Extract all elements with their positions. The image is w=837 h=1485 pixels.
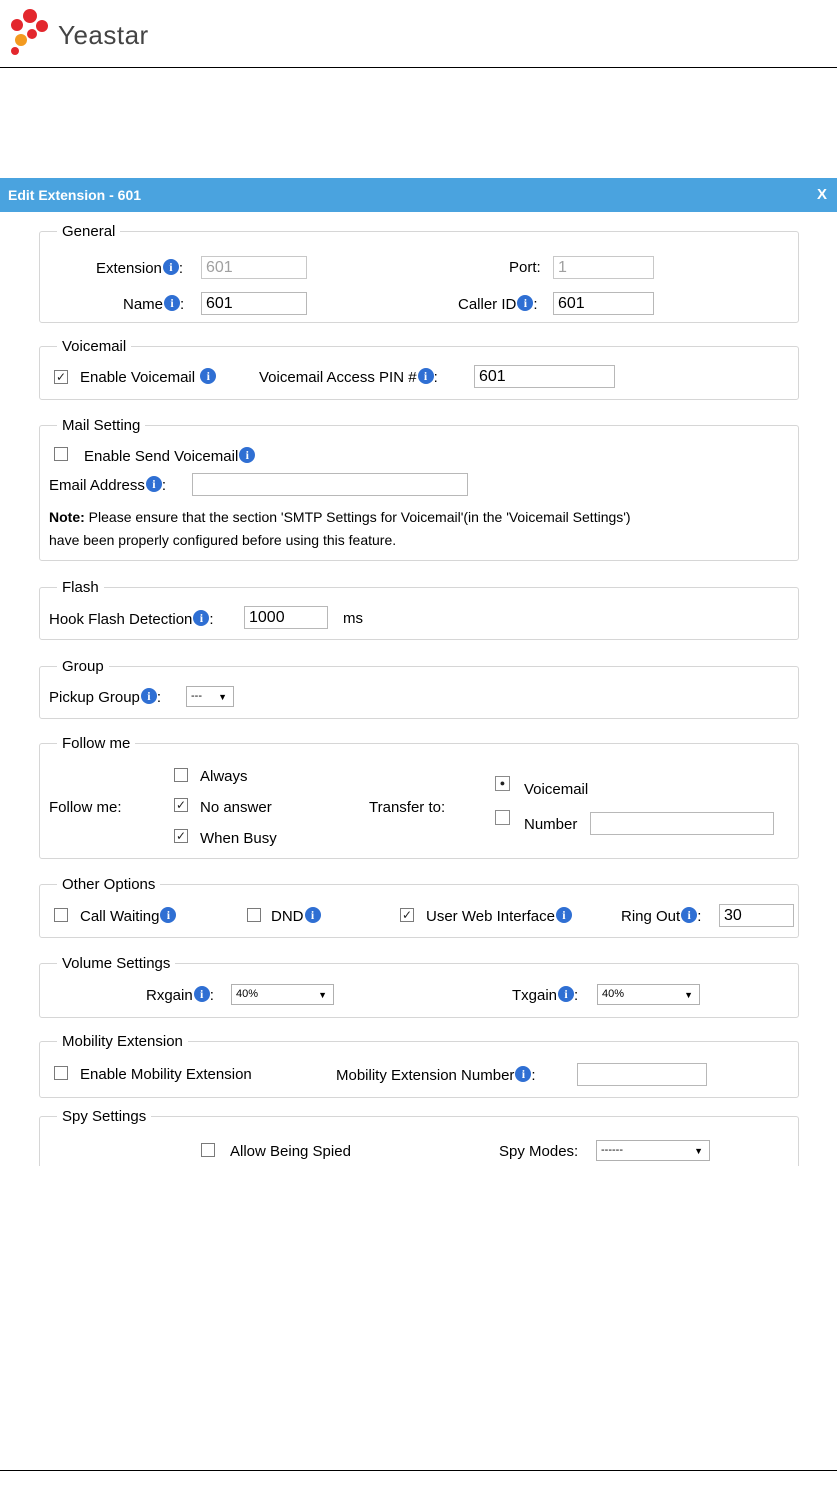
hook-flash-field[interactable] [244,606,328,629]
ring-out-label: Ring Out i : [621,908,702,925]
callerid-label: Caller ID i : [458,296,538,313]
edit-extension-dialog [0,178,837,1166]
when-busy-label: When Busy [200,830,277,847]
pin-field[interactable] [474,365,615,388]
info-circle-icon[interactable]: i [200,368,216,384]
mobility-number-label: Mobility Extension Number i : [336,1067,536,1084]
call-waiting-label: Call Waiting i [80,907,176,925]
spy-modes-select[interactable] [596,1140,710,1161]
volume-settings-legend: Volume Settings [62,955,171,972]
port-label: Port: [509,259,541,276]
mail-setting-section [39,417,799,561]
note-line-2: have been properly configured before using this feature. [49,532,397,548]
info-circle-icon[interactable]: i [194,986,210,1002]
close-button[interactable]: X [816,186,827,203]
info-circle-icon[interactable]: i [517,295,533,311]
voicemail-radio[interactable]: ● [495,776,510,791]
chevron-down-icon: ▼ [684,990,693,1000]
email-label: Email Address i : [49,477,167,494]
dnd-label: DND i [271,907,321,925]
hook-flash-unit: ms [343,610,363,627]
always-checkbox[interactable] [174,768,188,782]
chevron-down-icon: ▼ [318,990,327,1000]
voicemail-radio-label: Voicemail [524,781,589,798]
logo-text: Yeastar [58,20,149,50]
info-circle-icon[interactable]: i [160,907,176,923]
chevron-down-icon: ▼ [694,1146,703,1156]
info-circle-icon[interactable]: i [305,907,321,923]
no-answer-checkbox[interactable]: ✓ [175,798,187,812]
name-field[interactable] [201,292,307,315]
send-voicemail-checkbox[interactable] [54,447,68,461]
other-options-section [39,876,799,938]
note-line-1: Note: Please ensure that the section 'SMTP Settings for Voicemail'(in the 'Voicemail Settings') [49,509,631,525]
extension-label: Extension i : [96,260,184,277]
mobility-extension-section [39,1033,799,1098]
follow-me-label: Follow me: [49,799,122,816]
info-circle-icon[interactable]: i [193,610,209,626]
call-waiting-checkbox[interactable] [54,908,68,922]
mobility-number-field[interactable] [577,1063,707,1086]
dnd-checkbox[interactable] [247,908,261,922]
number-radio-label: Number [524,816,578,833]
volume-settings-section [39,955,799,1018]
flash-section [39,579,799,640]
general-section [39,223,799,323]
group-section [39,658,799,719]
info-circle-icon[interactable]: i [141,688,157,704]
group-legend: Group [62,658,104,675]
flash-legend: Flash [62,579,99,596]
general-legend: General [62,223,116,240]
chevron-down-icon: ▼ [218,692,227,702]
pin-label: Voicemail Access PIN # i : [259,369,438,386]
allow-spied-checkbox[interactable] [201,1143,215,1157]
dialog-title: Edit Extension - 601 [8,187,142,203]
info-circle-icon[interactable]: i [681,907,697,923]
transfer-to-label: Transfer to: [369,799,446,816]
voicemail-legend: Voicemail [62,338,127,355]
info-circle-icon[interactable]: i [146,476,162,492]
info-circle-icon[interactable]: i [418,368,434,384]
when-busy-checkbox[interactable]: ✓ [175,829,187,843]
extension-field[interactable] [201,256,307,279]
port-field[interactable] [553,256,654,279]
txgain-label: Txgain i : [512,987,579,1004]
info-circle-icon[interactable]: i [558,986,574,1002]
always-label: Always [200,768,248,785]
info-circle-icon[interactable]: i [164,295,180,311]
hook-flash-label: Hook Flash Detection i : [49,611,214,628]
enable-mobility-label: Enable Mobility Extension [80,1066,252,1083]
yeastar-logo-icon [4,4,56,56]
spy-modes-label: Spy Modes: [499,1143,579,1160]
rxgain-select[interactable] [231,984,334,1005]
dialog-titlebar [0,178,837,212]
spy-settings-legend: Spy Settings [62,1108,147,1125]
enable-voicemail-checkbox[interactable]: ✓ [55,370,67,384]
info-circle-icon[interactable]: i [163,259,179,275]
pickup-group-label: Pickup Group i : [49,689,162,706]
spy-settings-section [39,1108,799,1166]
allow-spied-label: Allow Being Spied [230,1143,351,1160]
rxgain-value: 40% [236,988,259,1000]
rxgain-label: Rxgain i : [146,987,214,1004]
enable-voicemail-label: Enable Voicemail i [80,368,216,386]
ring-out-field[interactable] [719,904,794,927]
footer-divider [0,1470,837,1471]
txgain-value: 40% [602,988,625,1000]
no-answer-label: No answer [200,799,272,816]
follow-me-number-field[interactable] [590,812,774,835]
voicemail-section [39,338,799,400]
email-field[interactable] [192,473,468,496]
enable-mobility-checkbox[interactable] [54,1066,68,1080]
mail-setting-legend: Mail Setting [62,417,141,434]
follow-me-section [39,735,799,859]
send-voicemail-label: Enable Send Voicemail i [84,447,255,465]
pickup-group-value: --- [191,690,202,702]
follow-me-legend: Follow me [62,735,131,752]
header-divider [0,67,837,68]
info-circle-icon[interactable]: i [515,1066,531,1082]
user-web-interface-label: User Web Interface i [426,907,572,925]
other-options-legend: Other Options [62,876,156,893]
name-label: Name i : [123,296,185,313]
info-circle-icon[interactable]: i [556,907,572,923]
txgain-select[interactable] [597,984,700,1005]
number-radio[interactable] [495,810,510,825]
mobility-extension-legend: Mobility Extension [62,1033,183,1050]
callerid-field[interactable] [553,292,654,315]
user-web-interface-checkbox[interactable]: ✓ [401,908,413,922]
pickup-group-select[interactable] [186,686,234,707]
spy-modes-value: ------ [601,1144,623,1156]
info-circle-icon[interactable]: i [239,447,255,463]
